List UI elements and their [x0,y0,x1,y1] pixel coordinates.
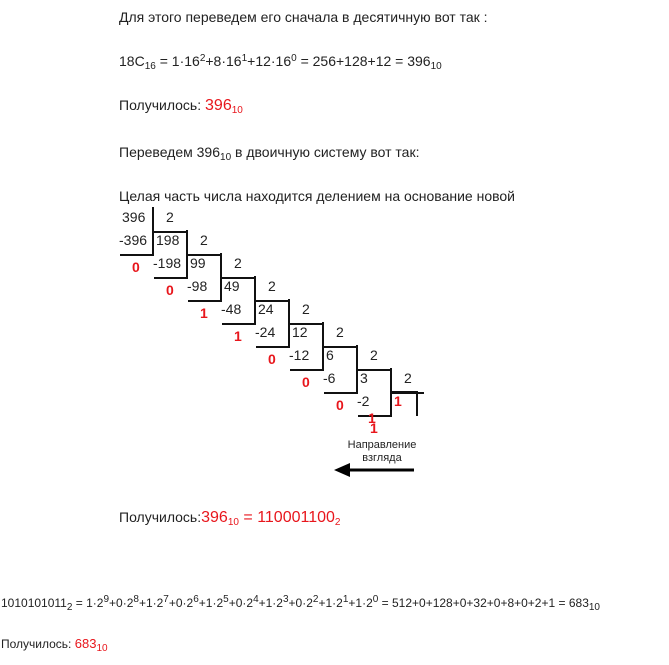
remainder: 1 [370,420,378,436]
result-final: Получилось: $683_{10}$ [1,636,108,654]
divisor: 2 [166,209,174,225]
step-binary-intro: Переведем $396_{10}$ в двоичную систему вот так: [119,144,420,163]
subtraction-line [222,323,256,325]
subtraction-line [256,346,290,348]
dividend: 49 [224,278,240,294]
hex-to-decimal-formula: $18C_{16} = 1\cdot 16^2+8\cdot 16^1+12\cdot 16^0 = 256+128+12 = 396_{10}$ [119,53,442,72]
dividend: 198 [156,232,180,248]
division-title: Целая часть числа находится делением на основание новой [119,188,515,204]
subtraction-line [324,392,358,394]
subtraction-line [120,254,154,256]
power-term: +1·2 [318,596,343,610]
intro-text: Для этого переведем его сначала в десятичную вот так : [119,9,488,25]
divisor: 2 [404,370,412,386]
subtracted: -6 [323,370,336,386]
power-exponent: 6 [193,594,199,605]
subtracted: -48 [221,301,242,317]
dividend: 3 [360,370,368,386]
dividend: 24 [258,301,274,317]
binary-to-decimal-formula: $1010101011_2 = 1\cdot 2^9+0\cdot 2^8+1\cdot 2^7+0\cdot 2^6+1\cdot 2^5+0\cdot 2^4+1\cdot 2^3+0\cdot 2^2+1\cdot 2^1+1\cdot 2^0 = 512+0+128+0+32+0+8+0+2+1 = 683_{10}$ [1,594,600,613]
divider-line [416,391,418,416]
power-term: +0·2 [109,596,134,610]
power-term: +1·2 [348,596,373,610]
subtracted: -98 [187,278,208,294]
final-quotient: 1 [394,393,402,409]
dividend: 6 [326,347,334,363]
power-exponent: 4 [253,594,259,605]
subtracted: -198 [153,255,182,271]
power-exponent: 2 [312,594,319,605]
divisor: 2 [234,255,242,271]
divider-line [390,391,392,416]
divisor: 2 [336,324,344,340]
power-exponent: 1 [342,594,349,605]
subtracted: -24 [255,324,276,340]
subtracted: -396 [119,232,148,248]
subtraction-line [154,277,188,279]
remainder: 0 [166,282,174,298]
dividend: 12 [292,324,308,340]
power-exponent: 7 [163,594,169,605]
remainder: 0 [268,351,276,367]
result-binary: $Получилось:396_{10} = 110001100_2$ [119,509,341,528]
power-exponent: 3 [282,594,289,605]
power-exponent: 0 [372,594,379,605]
divisor: 2 [268,278,276,294]
remainder: 1 [200,305,208,321]
remainder: 0 [132,259,140,275]
power-term: +0·2 [288,596,313,610]
power-exponent: 9 [103,594,110,605]
dividend: 99 [190,255,206,271]
quotient-line [390,391,418,393]
result-decimal: Получилось: $396_{10}$ [119,97,243,116]
power-term: = 1·2 [72,596,104,610]
final-remainder: 1 [368,410,376,426]
subtracted: -12 [289,347,310,363]
left-arrow-icon [334,462,416,478]
power-term: +0·2 [228,596,254,610]
remainder: 0 [302,374,310,390]
divisor: 2 [302,301,310,317]
power-exponent: 5 [223,594,229,605]
subtraction-line [290,369,324,371]
remainder: 0 [336,397,344,413]
power-term: +1·2 [198,596,224,610]
divisor: 2 [370,347,378,363]
subtraction-line [188,300,222,302]
power-term: +0·2 [168,596,194,610]
power-exponent: 8 [133,594,139,605]
subtracted: -2 [357,393,370,409]
direction-label: Направление взгляда [347,439,417,464]
power-term: +1·2 [258,596,283,610]
power-term: +1·2 [138,596,164,610]
dividend: 396 [122,209,146,225]
divisor: 2 [200,232,208,248]
remainder: 1 [234,328,242,344]
